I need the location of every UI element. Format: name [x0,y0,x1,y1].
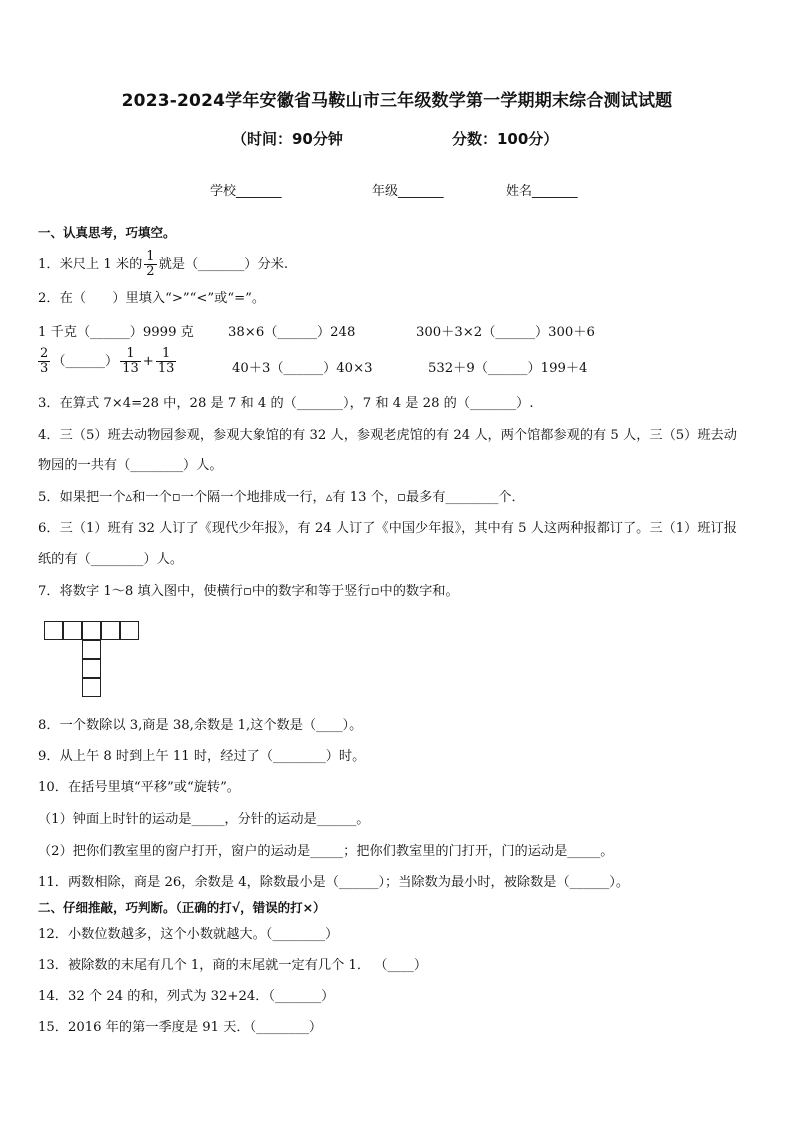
question-4-line-2: 物园的一共有（________）人。 [38,458,223,473]
compare-3: 300＋3×2（______）300＋6 [416,325,595,340]
question-8: 8．一个数除以 3,商是 38,余数是 1,这个数是（____）。 [38,718,363,733]
fraction-one-half: $\frac{1}{2}$ [146,249,155,279]
grid-cell[interactable] [120,621,139,640]
question-1: 1．米尺上 1 米的 $\frac{1}{2}$ 就是（_______）分米. [38,249,289,279]
question-10-part-2: （2）把你们教室里的窗户打开，窗户的运动是_____；把你们教室里的门打开，门的运动是_____。 [38,844,614,859]
question-12: 12．小数位数越多，这个小数就越大。（________） [38,927,339,942]
question-10: 10．在括号里填“平移”或“旋转”。 [38,780,240,795]
question-6-line-1: 6．三（1）班有 32 人订了《现代少年报》，有 24 人订了《中国少年报》，其中有 5 人这两种报都订了。三（1）班订报 [38,521,737,536]
fraction-one-thirteenth-b: $\frac{1}{13}$ [157,346,175,376]
compare-2: 38×6（______）248 [228,325,356,340]
compare-4: $\frac{2}{3}$ （______） $\frac{1}{13}$ + $\frac{1}{13}$ [40,346,175,376]
grid-cell[interactable] [101,621,120,640]
grid-cell[interactable] [82,678,101,697]
question-11: 11．两数相除，商是 26，余数是 4，除数最小是（______）；当除数为最小时，被除数是（______）。 [38,875,630,890]
exam-score: 分数：100分） [452,130,559,148]
school-field: 学校_______ [210,184,282,199]
question-10-part-1: （1）钟面上时针的运动是_____，分针的运动是______。 [38,812,370,827]
compare-6: 532＋9（______）199＋4 [428,361,588,376]
question-5: 5．如果把一个▵和一个▫一个隔一个地排成一行，▵有 13 个，▫最多有________个． [38,490,525,505]
grid-cell[interactable] [82,640,101,659]
grid-cell[interactable] [82,659,101,678]
question-2: 2．在（ ）里填入“>”“<”或“=”。 [38,291,266,306]
grade-field: 年级_______ [372,184,444,199]
question-4-line-1: 4．三（5）班去动物园参观，参观大象馆的有 32 人，参观老虎馆的有 24 人，两个馆都参观的有 5 人，三（5）班去动 [38,428,737,443]
fraction-one-thirteenth-a: $\frac{1}{13}$ [122,346,139,376]
compare-1: 1 千克（______）9999 克 [38,325,194,340]
question-7: 7．将数字 1～8 填入图中，使横行▫中的数字和等于竖行▫中的数字和。 [38,584,459,599]
name-field: 姓名_______ [506,184,578,199]
exam-time: （时间：90分钟 [232,130,343,148]
grid-cell[interactable] [82,621,101,640]
grid-cell[interactable] [44,621,63,640]
section-1-heading: 一、认真思考，巧填空。 [38,225,176,240]
question-14: 14．32 个 24 的和，列式为 32+24．（_______） [38,989,335,1004]
question-3: 3．在算式 7×4=28 中，28 是 7 和 4 的（_______），7 和 4 是 28 的（_______）. [38,396,534,411]
question-6-line-2: 纸的有（________）人。 [38,552,184,567]
question-15: 15．2016 年的第一季度是 91 天．（________） [38,1020,323,1035]
question-9: 9．从上午 8 时到上午 11 时，经过了（________）时。 [38,749,366,764]
fraction-two-thirds: $\frac{2}{3}$ [40,346,49,376]
compare-5: 40＋3（______）40×3 [232,361,373,376]
question-13: 13．被除数的末尾有几个 1，商的末尾就一定有几个 1． （____） [38,958,428,973]
grid-cell[interactable] [63,621,82,640]
section-2-heading: 二、仔细推敲，巧判断。（正确的打√，错误的打×） [38,900,326,915]
page-title: 2023-2024学年安徽省马鞍山市三年级数学第一学期期末综合测试试题 [121,91,673,111]
